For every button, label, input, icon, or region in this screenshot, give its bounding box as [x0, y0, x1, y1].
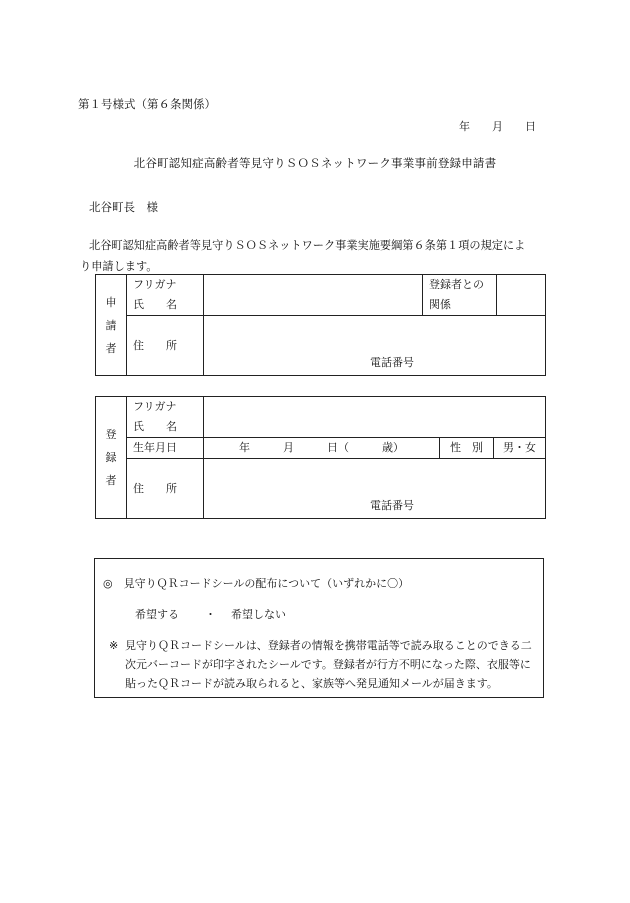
date-line [459, 118, 536, 134]
applicant-name-label: 氏 名 [133, 298, 177, 311]
intro-line-1: 北谷町認知症高齢者等見守りＳＯＳネットワーク事業実施要綱第６条第１項の規定によ [89, 239, 526, 252]
applicant-table [95, 274, 546, 376]
applicant-furigana-label: フリガナ [133, 278, 177, 291]
registrant-table [95, 396, 546, 519]
document-title: 北谷町認知症高齢者等見守りＳＯＳネットワーク事業事前登録申請書 [133, 156, 497, 170]
qr-option-separator: ・ [205, 608, 216, 621]
applicant-relation-labels: 登録者との 関係 [423, 275, 497, 316]
registrant-section-label: 登 録 者 [96, 397, 127, 519]
qr-option-no[interactable]: 希望しない [231, 608, 286, 621]
form-number: 第１号様式（第６条関係） [78, 97, 216, 111]
note-mark: ※ [109, 639, 119, 652]
registrant-name-labels [127, 397, 204, 438]
registrant-name-label: 氏 名 [133, 420, 177, 433]
registrant-name-field[interactable] [204, 397, 546, 438]
registrant-phone-label: 電話番号 [370, 499, 414, 512]
applicant-section-label: 申 請 者 [96, 275, 127, 376]
intro-line-2: り申請します。 [80, 260, 158, 273]
registrant-sex-label: 性 別 [440, 438, 494, 459]
applicant-relation-field[interactable] [497, 275, 546, 316]
registrant-dob-field[interactable]: 年 月 日（ 歳） [204, 438, 440, 459]
qr-heading: ◎ 見守りＱＲコードシールの配布について（いずれかに〇） [103, 577, 410, 590]
applicant-address-field[interactable] [204, 316, 546, 376]
applicant-address-label: 住 所 [127, 316, 204, 376]
registrant-dob-label: 生年月日 [127, 438, 204, 459]
applicant-name-field[interactable] [204, 275, 423, 316]
qr-note [109, 636, 539, 693]
registrant-address-label: 住 所 [127, 459, 204, 519]
addressee: 北谷町長 様 [89, 200, 158, 214]
applicant-phone-label: 電話番号 [370, 356, 414, 369]
qr-option-yes[interactable]: 希望する [135, 608, 179, 621]
qr-sticker-section [94, 558, 544, 698]
date-month-label: 月 [492, 120, 503, 133]
registrant-address-field[interactable] [204, 459, 546, 519]
date-day-label: 日 [525, 120, 536, 133]
note-text: 見守りＱＲコードシールは、登録者の情報を携帯電話等で読み取ることのできる二次元バーコードが印字されたシールです。登録者が行方不明になった際、衣服等に貼ったＱＲコードが読み取られると、家族等へ発見通知メールが届きます。 [125, 639, 532, 690]
registrant-sex-field[interactable]: 男・女 [494, 438, 546, 459]
intro-paragraph [80, 235, 550, 277]
registrant-furigana-label: フリガナ [133, 400, 177, 413]
applicant-name-labels [127, 275, 204, 316]
date-year-label: 年 [459, 120, 470, 133]
